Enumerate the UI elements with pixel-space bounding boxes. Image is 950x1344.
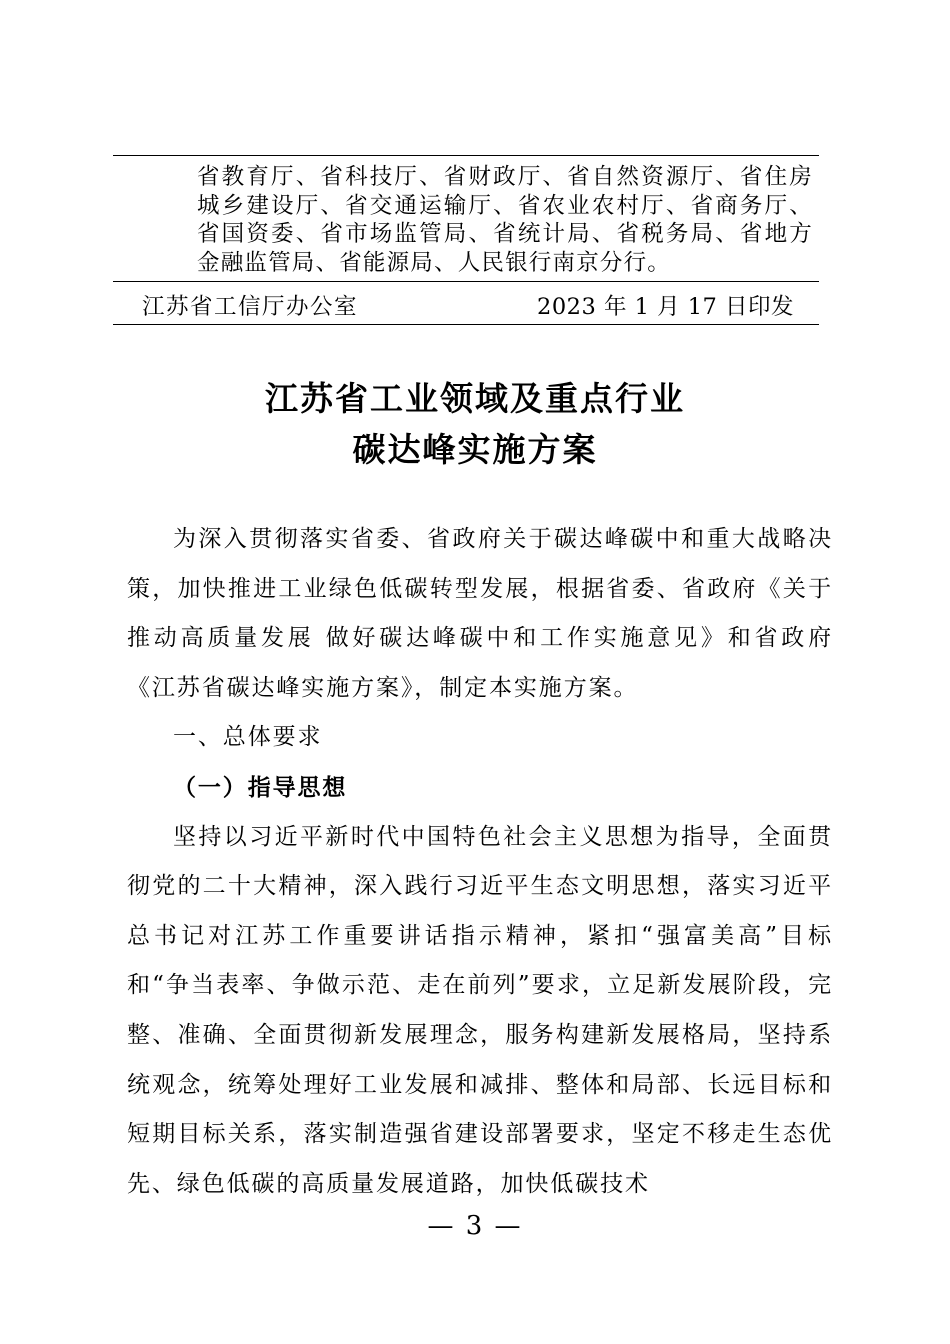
document-title-line-2: 碳达峰实施方案 [352, 430, 598, 469]
document-body [127, 515, 833, 1209]
issuing-office: 江苏省工信厅办公室 [142, 294, 359, 320]
distribution-bottom-rule [113, 324, 819, 325]
subsection-heading: （一）指导思想 [173, 773, 348, 801]
section-heading: 一、总体要求 [173, 724, 323, 751]
page-number: — 3 — [427, 1211, 523, 1241]
document-title-line-1: 江苏省工业领域及重点行业 [265, 379, 685, 418]
issue-date: 2023 年 1 月 17 日印发 [537, 294, 794, 320]
guiding-thought-paragraph: 坚持以习近平新时代中国特色社会主义思想为指导，全面贯彻党的二十大精神，深入践行习近平生态文明思想，落实习近平总书记对江苏工作重要讲话指示精神，紧扣“强富美高”目标和“争当表率、争做示范、走在前列”要求，立足新发展阶段，完整、准确、全面贯彻新发展理念，服务构建新发展格局，坚持系统观念，统筹处理好工业发展和减排、整体和局部、长远目标和短期目标关系，落实制造强省建设部署要求，坚定不移走生态优先、绿色低碳的高质量发展道路，加快低碳技术 [127, 823, 833, 1197]
distribution-list: 省教育厅、省科技厅、省财政厅、省自然资源厅、省住房城乡建设厅、省交通运输厅、省农业农村厅、省商务厅、省国资委、省市场监管局、省统计局、省税务局、省地方金融监管局、省能源局、人民银行南京分行。 [197, 164, 813, 276]
distribution-middle-rule [113, 281, 819, 282]
intro-paragraph: 为深入贯彻落实省委、省政府关于碳达峰碳中和重大战略决策，加快推进工业绿色低碳转型发展，根据省委、省政府《关于推动高质量发展 做好碳达峰碳中和工作实施意见》和省政府《江苏省碳达峰实施方案》，制定本实施方案。 [127, 526, 833, 701]
distribution-top-rule [113, 155, 819, 156]
